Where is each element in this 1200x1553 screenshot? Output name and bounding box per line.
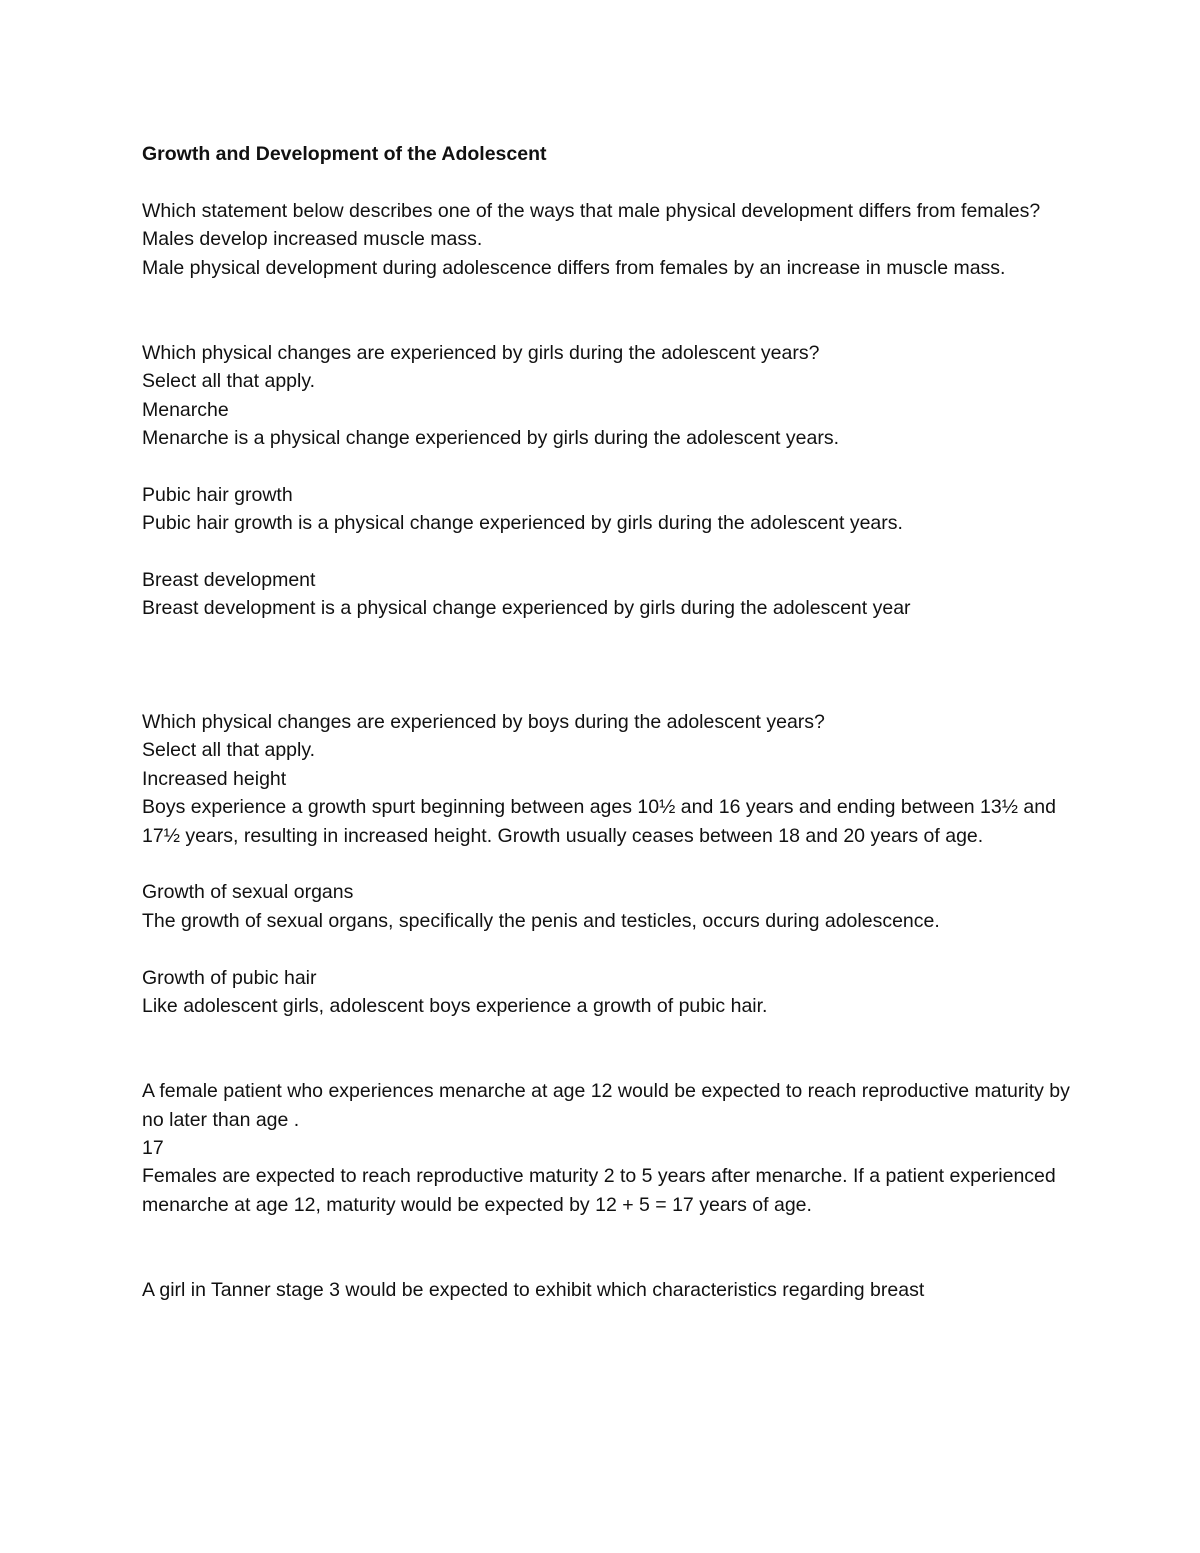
question-3-rationale-1: Boys experience a growth spurt beginning between ages 10½ and 16 years and ending between 13½ and 17½ years, resulting in increased height. Growth usually ceases between 18 and 20 years of age.: [142, 796, 1056, 847]
document-title: Growth and Development of the Adolescent: [142, 143, 547, 165]
question-1-text: Which statement below describes one of the ways that male physical development differs from females?: [142, 199, 1041, 222]
question-1-rationale: Male physical development during adolescence differs from females by an increase in muscle mass.: [142, 256, 1006, 279]
spacer: [142, 1219, 1072, 1276]
question-3-rationale-3: Like adolescent girls, adolescent boys experience a growth of pubic hair.: [142, 995, 768, 1018]
question-4-text: A female patient who experiences menarche at age 12 would be expected to reach reproductive maturity by no later than age .: [142, 1080, 1070, 1131]
question-1-answer: Males develop increased muscle mass.: [142, 228, 483, 251]
question-5: [142, 1276, 1072, 1304]
question-3-answer-3: Growth of pubic hair: [142, 966, 317, 989]
question-4-rationale: Females are expected to reach reproductive maturity 2 to 5 years after menarche. If a patient experienced menarche at age 12, maturity would be expected by 12 + 5 = 17 years of age.: [142, 1165, 1056, 1216]
question-2-instruction: Select all that apply.: [142, 370, 316, 393]
question-2: [142, 339, 1072, 623]
question-3-answer-2: Growth of sexual organs: [142, 881, 354, 904]
spacer: [142, 935, 1072, 963]
question-2-answer-2: Pubic hair growth: [142, 483, 293, 506]
question-4: [142, 1077, 1072, 1219]
question-2-answer-1: Menarche: [142, 398, 229, 421]
question-4-answer: 17: [142, 1137, 164, 1160]
question-2-answer-3: Breast development: [142, 569, 316, 592]
spacer: [142, 623, 1072, 708]
question-3-instruction: Select all that apply.: [142, 739, 316, 762]
question-2-rationale-1: Menarche is a physical change experienced by girls during the adolescent years.: [142, 427, 839, 450]
question-2-rationale-3: Breast development is a physical change experienced by girls during the adolescent year: [142, 597, 911, 620]
spacer: [142, 850, 1072, 878]
question-1: [142, 197, 1072, 282]
question-2-rationale-2: Pubic hair growth is a physical change experienced by girls during the adolescent years.: [142, 512, 903, 535]
document-content: [142, 140, 1072, 1305]
spacer: [142, 452, 1072, 480]
question-5-text: A girl in Tanner stage 3 would be expected to exhibit which characteristics regarding breast: [142, 1279, 925, 1302]
spacer: [142, 1020, 1072, 1077]
question-3: [142, 708, 1072, 1020]
spacer: [142, 538, 1072, 566]
question-3-answer-1: Increased height: [142, 767, 287, 790]
spacer: [142, 282, 1072, 339]
question-3-text: Which physical changes are experienced by boys during the adolescent years?: [142, 711, 825, 734]
question-2-text: Which physical changes are experienced by girls during the adolescent years?: [142, 341, 820, 364]
question-3-rationale-2: The growth of sexual organs, specifically the penis and testicles, occurs during adolescence.: [142, 909, 940, 932]
